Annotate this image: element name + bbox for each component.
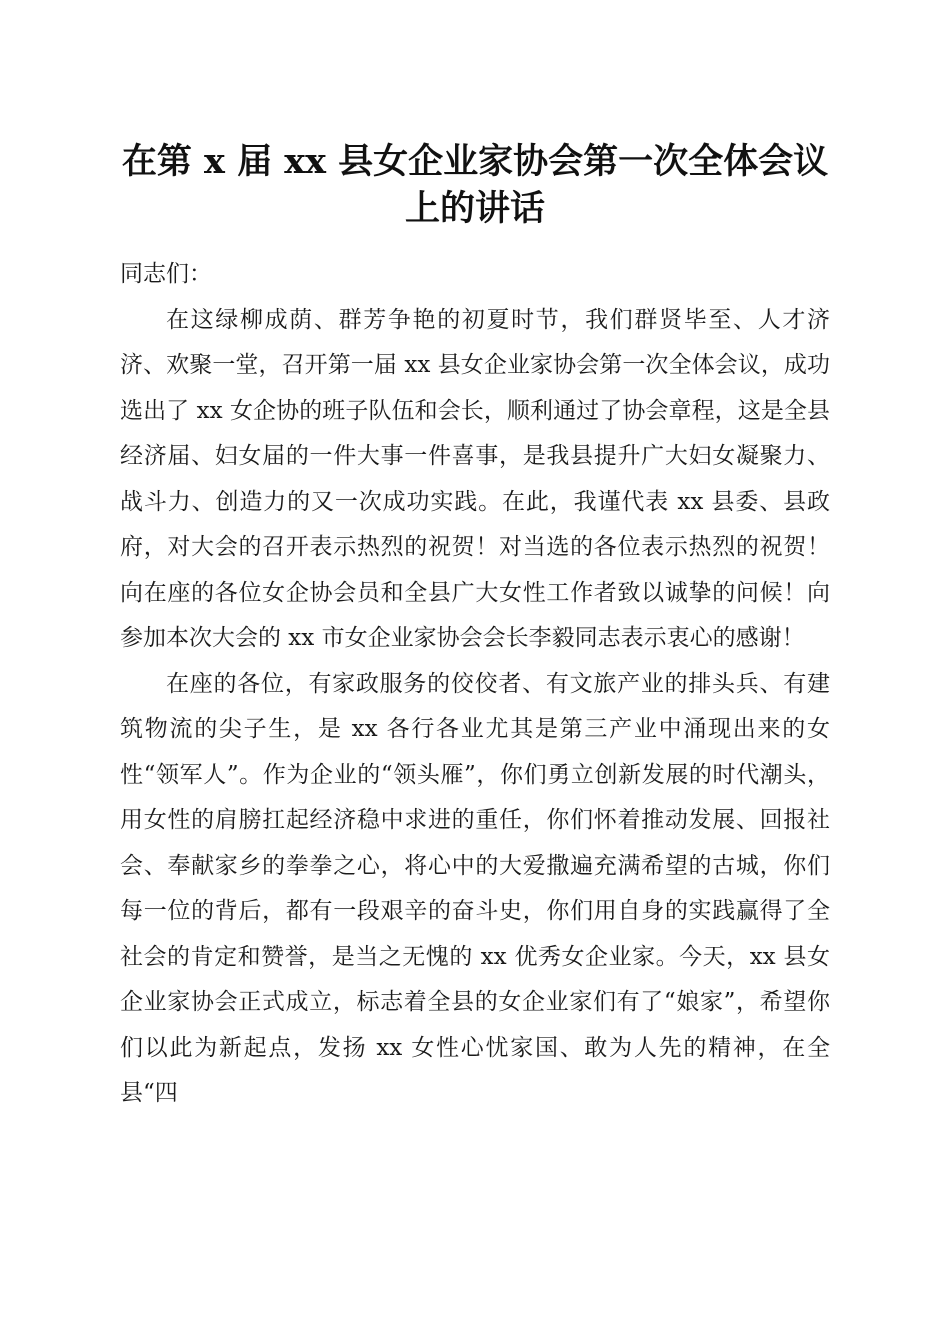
document-title — [110, 138, 840, 232]
paragraph-2: 在座的各位，有家政服务的佼佼者、有文旅产业的排头兵、有建筑物流的尖子生，是 xx 各行各业尤其是第三产业中涌现出来的女性“领军人”。作为企业的“领头雁”，你们勇立创新发展的时代潮头，用女性的肩膀扛起经济稳中求进的重任，你们怀着推动发展、回报社会、奉献家乡的拳拳之心，将心中的大爱撒遍充满希望的古城，你们每一位的背后，都有一段艰辛的奋斗史，你们用自身的实践赢得了全社会的肯定和赞誉，是当之无愧的 xx 优秀女企业家。今天，xx 县女企业家协会正式成立，标志着全县的女企业家们有了“娘家”，希望你们以此为新起点，发扬 xx 女性心忧家国、敢为人先的精神，在全县“四 — [120, 670, 830, 1106]
title-line-1: 在第 x 届 xx 县女企业家协会第一次全体会议 — [121, 141, 829, 182]
title-line-2: 上的讲话 — [404, 188, 545, 229]
document-body — [120, 252, 830, 1117]
salutation: 同志们： — [120, 261, 212, 287]
paragraph-1: 在这绿柳成荫、群芳争艳的初夏时节，我们群贤毕至、人才济济、欢聚一堂，召开第一届 xx 县女企业家协会第一次全体会议，成功选出了 xx 女企协的班子队伍和会长，顺利通过了协会章程，这是全县经济届、妇女届的一件大事一件喜事，是我县提升广大妇女凝聚力、战斗力、创造力的又一次成功实践。在此，我谨代表 xx 县委、县政府，对大会的召开表示热烈的祝贺！对当选的各位表示热烈的祝贺！向在座的各位女企协会员和全县广大女性工作者致以诚挚的问候！向参加本次大会的 xx 市女企业家协会会长李毅同志表示衷心的感谢！ — [120, 306, 830, 651]
